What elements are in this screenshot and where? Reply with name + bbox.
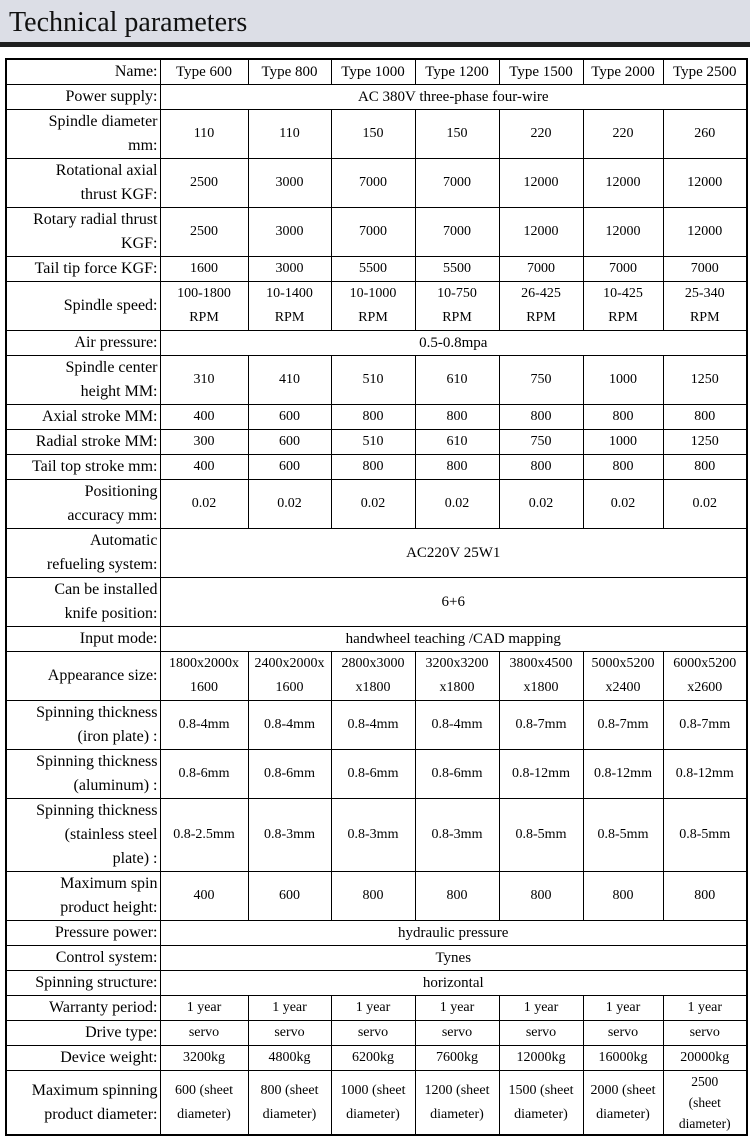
table-row [6, 331, 747, 356]
table-row [6, 1046, 747, 1071]
value-cell [331, 282, 415, 331]
table-row [6, 701, 747, 750]
value-cell: 1250 [663, 430, 747, 455]
value-cell: 1000 [583, 430, 663, 455]
value-cell: 800 [583, 405, 663, 430]
value-cell: 0.8-5mm [499, 799, 583, 872]
value-cell: 0.02 [499, 480, 583, 529]
value-cell: 0.02 [415, 480, 499, 529]
value-cell: servo [499, 1021, 583, 1046]
row-label [6, 405, 160, 430]
cell-line: diameter) [430, 1106, 484, 1122]
value-cell [663, 282, 747, 331]
cell-line: Power supply: [65, 88, 158, 105]
cell-line: Rotary radial thrust [33, 211, 158, 228]
cell-line: diameter) [346, 1106, 400, 1122]
page-header [0, 0, 750, 46]
value-cell: 600 [248, 405, 331, 430]
value-cell: 610 [415, 356, 499, 405]
value-cell: 510 [331, 430, 415, 455]
cell-line: RPM [189, 310, 219, 325]
table-row [6, 946, 747, 971]
column-header-type: Type 1000 [331, 59, 415, 85]
cell-line: RPM [689, 310, 720, 325]
merged-value-cell: hydraulic pressure [160, 921, 747, 946]
parameters-table [5, 58, 748, 1136]
cell-line: (sheet [688, 1095, 721, 1110]
row-label [6, 430, 160, 455]
value-cell: 300 [160, 430, 248, 455]
table-row [6, 627, 747, 652]
cell-line: RPM [274, 310, 305, 325]
cell-line: RPM [526, 310, 556, 325]
value-cell: 800 [331, 872, 415, 921]
value-cell: 400 [160, 872, 248, 921]
value-cell: 0.8-4mm [331, 701, 415, 750]
cell-line: plate) : [112, 850, 158, 867]
table-row [6, 208, 747, 257]
row-label [6, 480, 160, 529]
cell-line: 10-425 [603, 286, 643, 301]
column-header-type: Type 2500 [663, 59, 747, 85]
cell-line: diameter) [596, 1106, 650, 1122]
value-cell: 0.8-7mm [499, 701, 583, 750]
value-cell: servo [331, 1021, 415, 1046]
cell-line: RPM [358, 310, 388, 325]
cell-line: Appearance size: [47, 667, 158, 684]
cell-line: Drive type: [85, 1024, 158, 1041]
value-cell: 510 [331, 356, 415, 405]
row-label [6, 331, 160, 356]
cell-line: Pressure power: [54, 924, 158, 941]
value-cell: 0.8-12mm [663, 750, 747, 799]
value-cell: 600 [248, 872, 331, 921]
value-cell [663, 1071, 747, 1136]
value-cell: 12000 [499, 208, 583, 257]
value-cell: 12000 [499, 159, 583, 208]
value-cell: 800 [663, 455, 747, 480]
table-row [6, 996, 747, 1021]
cell-line: Automatic [89, 532, 158, 549]
value-cell [248, 282, 331, 331]
cell-line: 800 (sheet [260, 1082, 319, 1098]
cell-line: 6000x5200 [673, 656, 737, 671]
column-header-name: Name: [6, 59, 160, 85]
table-row [6, 652, 747, 701]
cell-line: (aluminum) : [73, 777, 158, 794]
cell-line: Maximum spinning [31, 1081, 158, 1099]
value-cell: 1000 [583, 356, 663, 405]
row-label [6, 85, 160, 110]
value-cell: 800 [499, 872, 583, 921]
value-cell [663, 652, 747, 701]
table-row [6, 480, 747, 529]
cell-line: RPM [608, 310, 638, 325]
table-row [6, 1071, 747, 1136]
cell-line: diameter) [678, 1116, 731, 1131]
table-row [6, 921, 747, 946]
value-cell: 3000 [248, 159, 331, 208]
value-cell: 800 [583, 455, 663, 480]
cell-line: 1500 (sheet [508, 1082, 574, 1098]
value-cell: 0.02 [663, 480, 747, 529]
value-cell: 800 [583, 872, 663, 921]
cell-line: Tail tip force KGF: [34, 260, 158, 277]
value-cell: servo [583, 1021, 663, 1046]
value-cell: 310 [160, 356, 248, 405]
value-cell [248, 1071, 331, 1136]
value-cell: 0.8-3mm [415, 799, 499, 872]
cell-line: Spinning thickness [36, 802, 158, 819]
value-cell: servo [160, 1021, 248, 1046]
value-cell [499, 1071, 583, 1136]
table-row [6, 1021, 747, 1046]
table-row [6, 455, 747, 480]
cell-line: Air pressure: [74, 334, 158, 351]
value-cell: 0.8-5mm [583, 799, 663, 872]
value-cell [583, 282, 663, 331]
value-cell: 0.8-7mm [583, 701, 663, 750]
cell-line: 10-1000 [349, 286, 397, 301]
column-header-type: Type 1200 [415, 59, 499, 85]
value-cell: 0.8-3mm [248, 799, 331, 872]
value-cell: 800 [415, 872, 499, 921]
cell-line: x1800 [523, 680, 559, 695]
cell-line: 600 (sheet [175, 1082, 233, 1098]
row-label [6, 159, 160, 208]
row-label [6, 356, 160, 405]
value-cell: 260 [663, 110, 747, 159]
value-cell: 0.02 [248, 480, 331, 529]
value-cell [331, 652, 415, 701]
value-cell: 600 [248, 455, 331, 480]
cell-line: Radial stroke MM: [35, 433, 158, 450]
value-cell: 800 [331, 405, 415, 430]
value-cell: 0.02 [331, 480, 415, 529]
row-label [6, 282, 160, 331]
cell-line: 1000 (sheet [340, 1082, 406, 1098]
value-cell [415, 652, 499, 701]
value-cell [160, 652, 248, 701]
value-cell: 1 year [331, 996, 415, 1021]
cell-line: diameter) [177, 1106, 231, 1122]
table-row [6, 971, 747, 996]
merged-value-cell: 6+6 [160, 578, 747, 627]
cell-line: 2800x3000 [341, 656, 405, 671]
value-cell: servo [248, 1021, 331, 1046]
cell-line: Spinning structure: [35, 974, 158, 991]
cell-line: Warranty period: [49, 999, 158, 1016]
cell-line: Can be installed [54, 581, 158, 598]
cell-line: x2600 [687, 680, 723, 695]
table-row [6, 430, 747, 455]
value-cell: 7000 [415, 159, 499, 208]
value-cell: servo [415, 1021, 499, 1046]
value-cell [415, 1071, 499, 1136]
cell-line: 26-425 [521, 286, 561, 301]
value-cell: 3200kg [160, 1046, 248, 1071]
table-row [6, 872, 747, 921]
row-label [6, 921, 160, 946]
value-cell: 220 [499, 110, 583, 159]
cell-line: Spinning thickness [36, 704, 158, 721]
column-header-type: Type 600 [160, 59, 248, 85]
cell-line: diameter) [514, 1106, 568, 1122]
value-cell [499, 652, 583, 701]
cell-line: 5000x5200 [591, 656, 655, 671]
cell-line: 3800x4500 [509, 656, 573, 671]
value-cell: 0.8-6mm [415, 750, 499, 799]
row-label [6, 1046, 160, 1071]
column-header-type: Type 1500 [499, 59, 583, 85]
merged-value-cell: AC 380V three-phase four-wire [160, 85, 747, 110]
value-cell: 0.8-4mm [160, 701, 248, 750]
value-cell: 2500 [160, 159, 248, 208]
value-cell: 600 [248, 430, 331, 455]
cell-line: product height: [60, 899, 158, 916]
cell-line: 1600 [275, 680, 304, 695]
value-cell: 0.8-2.5mm [160, 799, 248, 872]
column-header-type: Type 800 [248, 59, 331, 85]
cell-line: (stainless steel [64, 826, 158, 843]
parameters-table-body [6, 59, 747, 1135]
row-label [6, 1071, 160, 1136]
value-cell: 800 [663, 405, 747, 430]
cell-line: Spindle diameter [48, 113, 158, 130]
table-row [6, 110, 747, 159]
value-cell: 1 year [663, 996, 747, 1021]
value-cell: 0.8-6mm [248, 750, 331, 799]
row-label [6, 750, 160, 799]
cell-line: Spindle speed: [63, 297, 158, 314]
value-cell [160, 1071, 248, 1136]
value-cell: 1250 [663, 356, 747, 405]
value-cell: 750 [499, 356, 583, 405]
row-label [6, 872, 160, 921]
table-row [6, 257, 747, 282]
row-label [6, 529, 160, 578]
value-cell: 750 [499, 430, 583, 455]
value-cell [248, 652, 331, 701]
value-cell: 7000 [415, 208, 499, 257]
value-cell: 0.8-4mm [248, 701, 331, 750]
value-cell: 12000 [663, 159, 747, 208]
value-cell: 610 [415, 430, 499, 455]
value-cell: 20000kg [663, 1046, 747, 1071]
row-label [6, 1021, 160, 1046]
row-label [6, 799, 160, 872]
page-title: Technical parameters [9, 7, 248, 38]
value-cell [583, 652, 663, 701]
value-cell: 16000kg [583, 1046, 663, 1071]
table-row [6, 282, 747, 331]
value-cell: 800 [415, 405, 499, 430]
value-cell: 2500 [160, 208, 248, 257]
cell-line: Control system: [55, 949, 158, 966]
value-cell: 7000 [583, 257, 663, 282]
cell-line: diameter) [262, 1106, 317, 1122]
cell-line: Tail top stroke mm: [31, 458, 158, 475]
value-cell: 800 [499, 455, 583, 480]
merged-value-cell: horizontal [160, 971, 747, 996]
cell-line: KGF: [121, 235, 158, 252]
cell-line: accuracy mm: [67, 507, 158, 524]
cell-line: 1200 (sheet [424, 1082, 490, 1098]
value-cell: 5500 [415, 257, 499, 282]
row-label [6, 110, 160, 159]
value-cell: 150 [331, 110, 415, 159]
value-cell [160, 282, 248, 331]
cell-line: 1600 [190, 680, 218, 695]
header-divider [0, 42, 750, 47]
cell-line: Rotational axial [55, 162, 158, 179]
cell-line: 10-750 [437, 286, 477, 301]
value-cell: 0.02 [160, 480, 248, 529]
row-label [6, 257, 160, 282]
value-cell: 0.8-12mm [583, 750, 663, 799]
value-cell: 1 year [499, 996, 583, 1021]
value-cell: 110 [248, 110, 331, 159]
value-cell: 7000 [331, 208, 415, 257]
merged-value-cell: Tynes [160, 946, 747, 971]
value-cell: 150 [415, 110, 499, 159]
row-label [6, 996, 160, 1021]
table-row [6, 578, 747, 627]
row-label [6, 971, 160, 996]
value-cell: 400 [160, 455, 248, 480]
value-cell [583, 1071, 663, 1136]
cell-line: Maximum spin [60, 875, 158, 892]
column-header-type: Type 2000 [583, 59, 663, 85]
value-cell: 1 year [583, 996, 663, 1021]
cell-line: x1800 [355, 680, 391, 695]
cell-line: Device weight: [60, 1049, 158, 1066]
value-cell: 1 year [415, 996, 499, 1021]
value-cell: 410 [248, 356, 331, 405]
cell-line: Spindle center [65, 359, 158, 376]
cell-line: 2400x2000x [254, 656, 325, 671]
value-cell: 800 [663, 872, 747, 921]
table-row [6, 356, 747, 405]
value-cell: 800 [331, 455, 415, 480]
value-cell: 400 [160, 405, 248, 430]
value-cell: 4800kg [248, 1046, 331, 1071]
cell-line: Positioning [84, 483, 158, 500]
value-cell: 220 [583, 110, 663, 159]
cell-line: product diameter: [44, 1105, 158, 1123]
value-cell: 800 [499, 405, 583, 430]
value-cell: 0.8-7mm [663, 701, 747, 750]
value-cell: 7600kg [415, 1046, 499, 1071]
value-cell: 12000 [583, 208, 663, 257]
table-row [6, 159, 747, 208]
row-label [6, 578, 160, 627]
cell-line: Axial stroke MM: [41, 408, 158, 425]
cell-line: 2000 (sheet [590, 1082, 656, 1098]
table-row [6, 405, 747, 430]
value-cell: 1600 [160, 257, 248, 282]
value-cell: 7000 [331, 159, 415, 208]
table-row [6, 799, 747, 872]
value-cell: 7000 [499, 257, 583, 282]
table-row [6, 750, 747, 799]
value-cell: 6200kg [331, 1046, 415, 1071]
value-cell [499, 282, 583, 331]
value-cell: 5500 [331, 257, 415, 282]
value-cell: servo [663, 1021, 747, 1046]
row-label [6, 946, 160, 971]
value-cell: 3000 [248, 257, 331, 282]
cell-line: Spinning thickness [36, 753, 158, 770]
value-cell: 0.8-5mm [663, 799, 747, 872]
value-cell: 1 year [248, 996, 331, 1021]
cell-line: x1800 [439, 680, 475, 695]
value-cell: 7000 [663, 257, 747, 282]
value-cell: 0.8-12mm [499, 750, 583, 799]
cell-line: 2500 [691, 1074, 719, 1089]
value-cell: 12000 [583, 159, 663, 208]
value-cell: 0.8-6mm [160, 750, 248, 799]
value-cell [331, 1071, 415, 1136]
value-cell [415, 282, 499, 331]
row-label [6, 455, 160, 480]
value-cell: 800 [415, 455, 499, 480]
table-row [6, 85, 747, 110]
cell-line: mm: [128, 137, 158, 154]
row-label [6, 627, 160, 652]
cell-line: refueling system: [46, 556, 158, 573]
table-header-row [6, 59, 747, 85]
cell-line: height MM: [80, 383, 158, 400]
cell-line: 10-1400 [266, 286, 313, 301]
cell-line: thrust KGF: [80, 186, 158, 203]
cell-line: x2400 [605, 680, 641, 695]
value-cell: 0.8-6mm [331, 750, 415, 799]
cell-line: 1800x2000x [169, 656, 239, 671]
cell-line: 25-340 [684, 286, 725, 301]
table-row [6, 529, 747, 578]
row-label [6, 208, 160, 257]
merged-value-cell: 0.5-0.8mpa [160, 331, 747, 356]
merged-value-cell: handwheel teaching /CAD mapping [160, 627, 747, 652]
cell-line: knife position: [64, 605, 158, 622]
value-cell: 110 [160, 110, 248, 159]
value-cell: 1 year [160, 996, 248, 1021]
value-cell: 0.8-4mm [415, 701, 499, 750]
cell-line: 100-1800 [177, 286, 231, 301]
value-cell: 12000 [663, 208, 747, 257]
cell-line: Input mode: [79, 630, 158, 647]
cell-line: RPM [442, 310, 472, 325]
value-cell: 12000kg [499, 1046, 583, 1071]
value-cell: 0.8-3mm [331, 799, 415, 872]
row-label [6, 652, 160, 701]
parameters-table-container [5, 58, 746, 1136]
row-label [6, 701, 160, 750]
merged-value-cell: AC220V 25W1 [160, 529, 747, 578]
cell-line: 3200x3200 [425, 656, 489, 671]
cell-line: (iron plate) : [77, 728, 158, 745]
value-cell: 0.02 [583, 480, 663, 529]
value-cell: 3000 [248, 208, 331, 257]
